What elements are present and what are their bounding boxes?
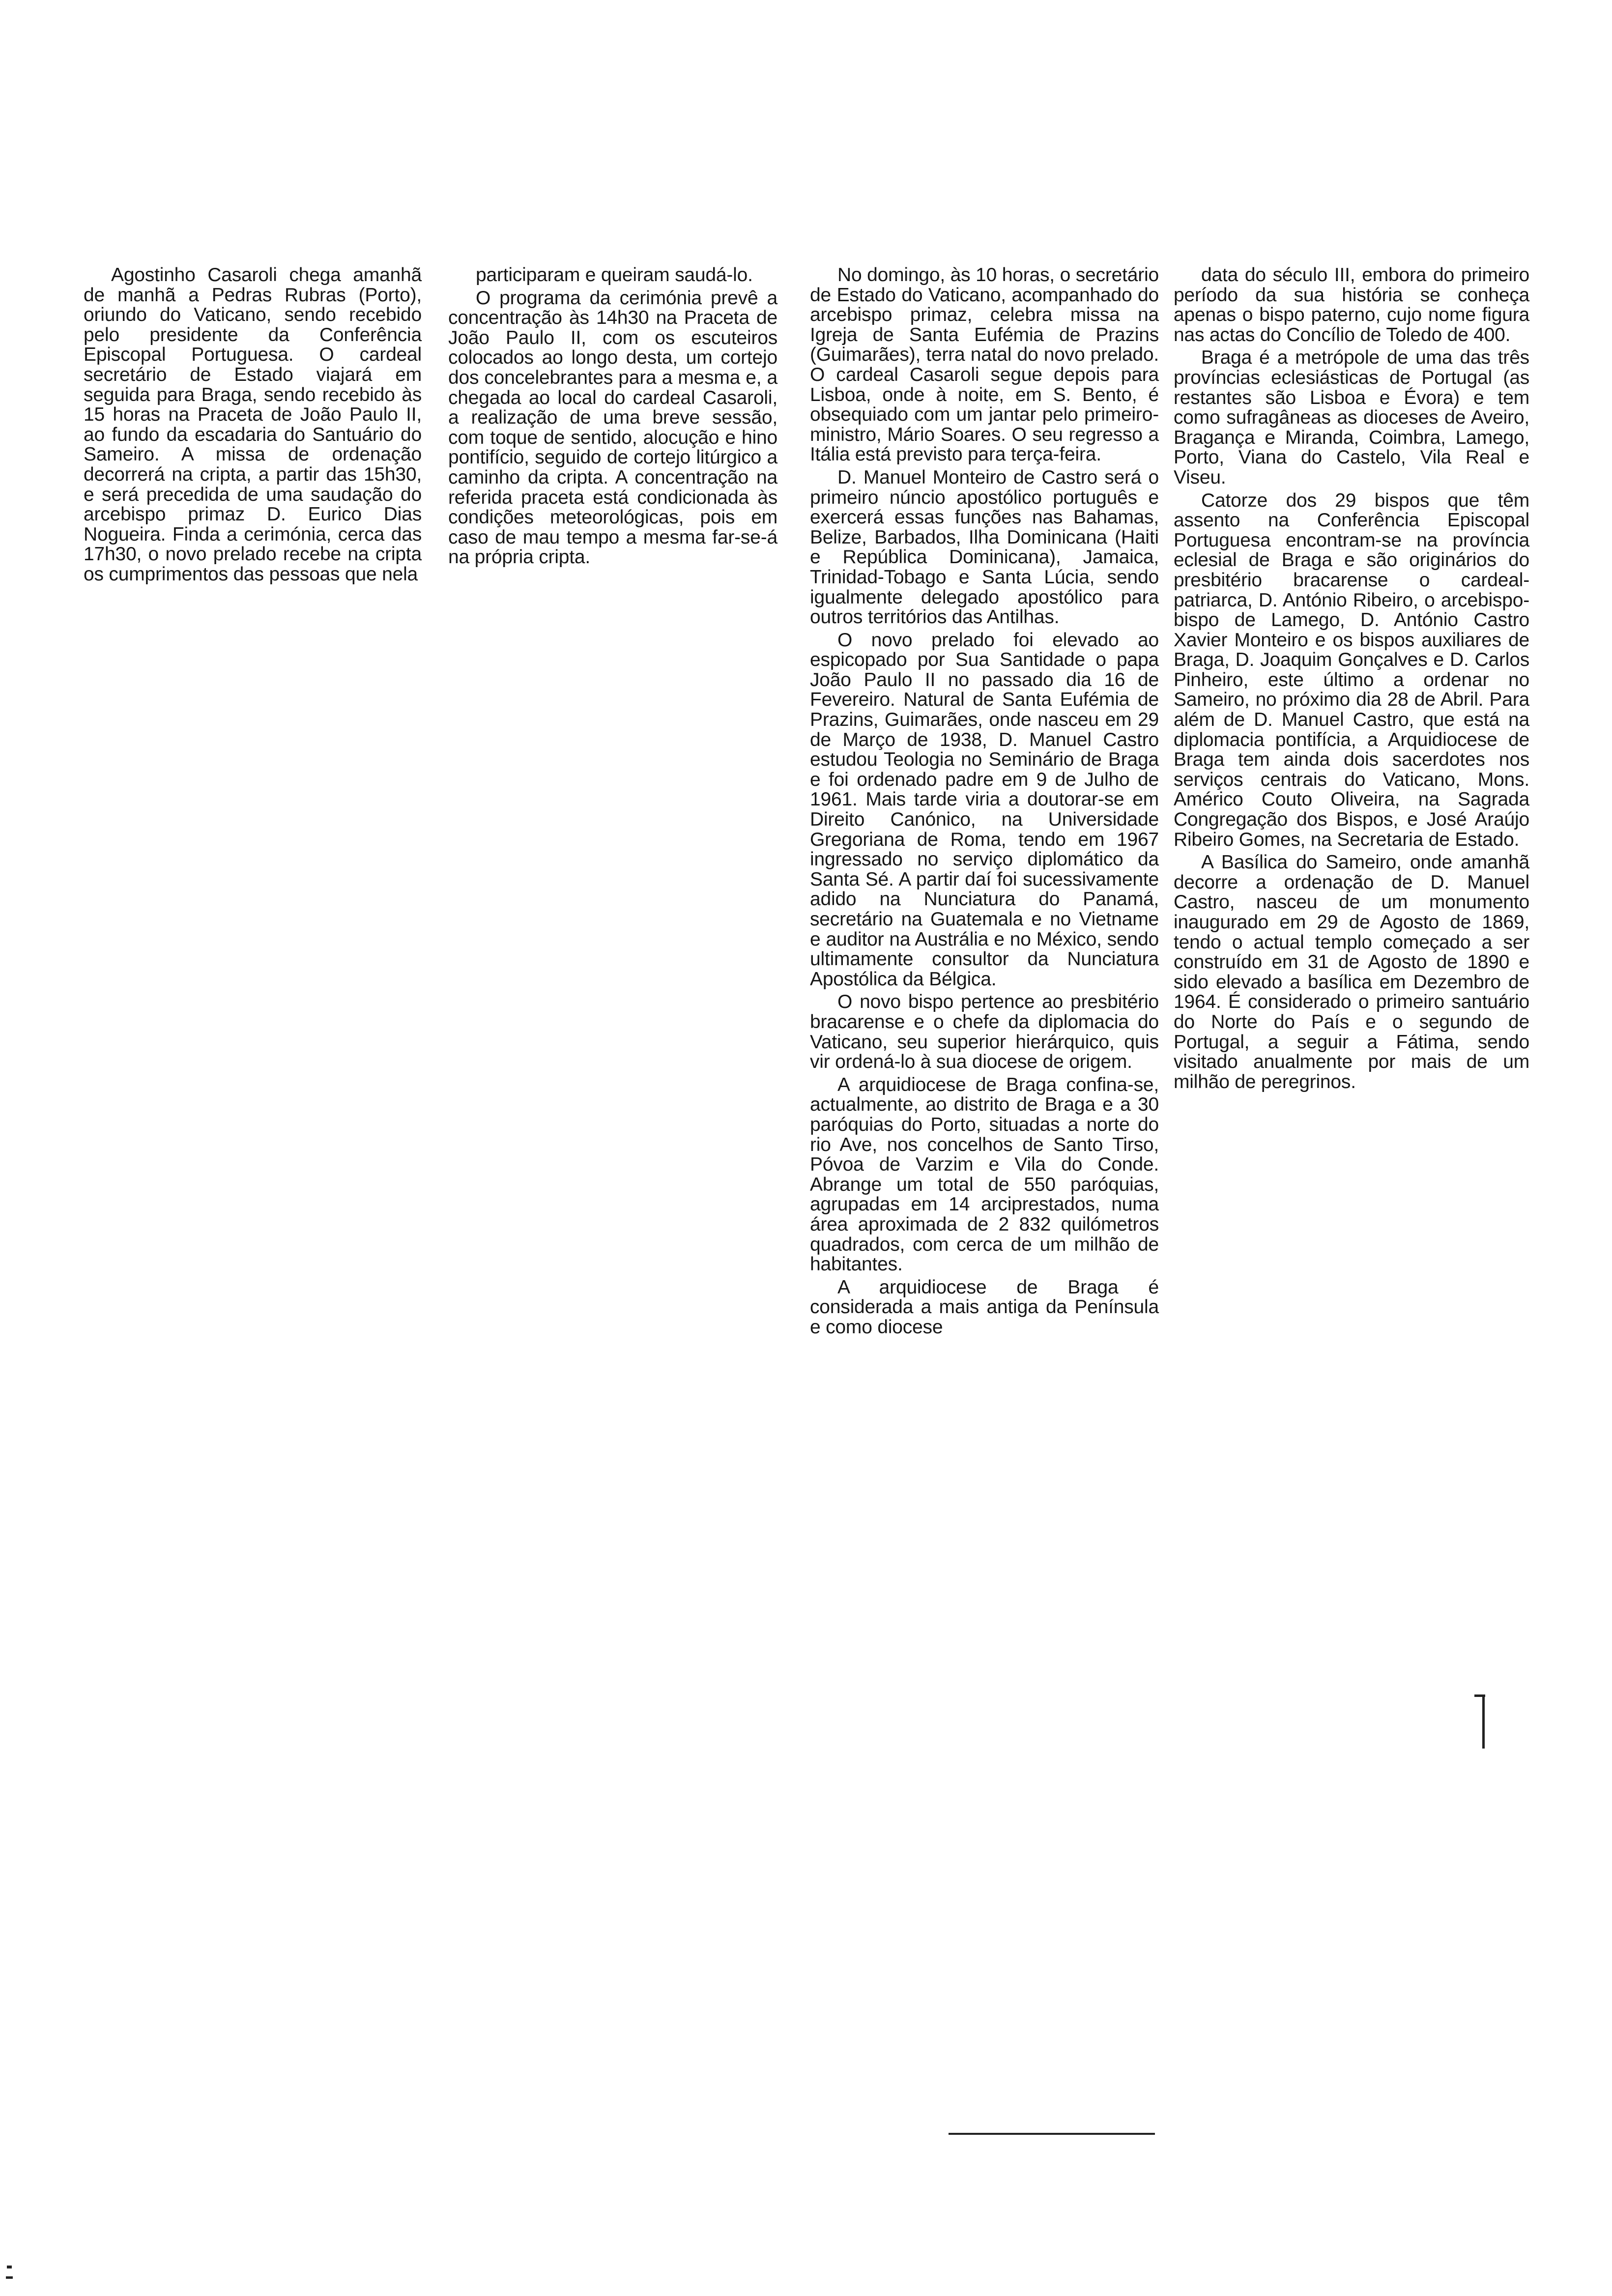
paragraph: Catorze dos 29 bispos que têm assento na Conferência Episcopal Portuguesa encontram-se na província eclesial de Braga e são originários do presbitério bracarense o cardeal-patriarca, D. António Ribeiro, o arcebispo-bispo de Lamego, D. António Castro Xavier Monteiro e os bispos auxiliares de Braga, D. Joaquim Gonçalves e D. Carlos Pinheiro, este último a ordenar no Sameiro, no próximo dia 28 de Abril. Para além de D. Manuel Castro, que está na diplomacia pontifícia, a Arquidiocese de Braga tem ainda dois sacerdotes nos serviços centrais do Vaticano, Mons. Américo Couto Oliveira, na Sagrada Congregação dos Bispos, e José Araújo Ribeiro Gomes, na Secretaria de Estado.: [1174, 489, 1529, 850]
paragraph: Braga é a metrópole de uma das três províncias eclesiásticas de Portugal (as restantes são Lisboa e Évora) e tem como sufragâneas as dioceses de Aveiro, Bragança e Miranda, Coimbra, Lamego, Porto, Viana do Castelo, Vila Real e Viseu.: [1174, 347, 1529, 488]
paragraph: O novo prelado foi elevado ao espicopado por Sua Santidade o papa João Paulo II no passado dia 16 de Fevereiro. Natural de Santa Eufémia de Prazins, Guimarães, onde nasceu em 29 de Março de 1938, D. Manuel Castro estudou Teologia no Seminário de Braga e foi ordenado padre em 9 de Julho de 1961. Mais tarde viria a doutorar-se em Direito Canónico, na Universidade Gregoriana de Roma, tendo em 1967 ingressado no serviço diplomático da Santa Sé. A partir daí foi sucessivamente adido na Nunciatura do Panamá, secretário na Guatemala e no Vietname e auditor na Austrália e no México, sendo ultimamente consultor da Nunciatura Apostólica da Bélgica.: [810, 629, 1159, 990]
paragraph: A arquidiocese de Braga confina-se, actualmente, ao distrito de Braga e a 30 paróquias do Porto, situadas a norte do rio Ave, nos concelhos de Santo Tirso, Póvoa de Varzim e Vila do Conde. Abrange um total de 550 paróquias, agrupadas em 14 arciprestados, numa área aproximada de 2 832 quilómetros quadrados, com cerca de um milhão de habitantes.: [810, 1074, 1159, 1275]
column-end-rule: [949, 2133, 1155, 2135]
article-column-3: [810, 265, 1159, 1337]
paragraph: D. Manuel Monteiro de Castro será o primeiro núncio apostólico português e exercerá essas funções nas Bahamas, Belize, Barbados, Ilha Dominicana (Haiti e República Dominicana), Jamaica, Trinidad-Tobago e Santa Lúcia, sendo igualmente delegado apostólico para outros territórios das Antilhas.: [810, 466, 1159, 628]
paragraph: No domingo, às 10 horas, o secretário de Estado do Vaticano, acompanhado do arcebispo primaz, celebra missa na Igreja de Santa Eufémia de Prazins (Guimarães), terra natal do novo prelado. O cardeal Casaroli segue depois para Lisboa, onde à noite, em S. Bento, é obsequiado com um jantar pelo primeiro-ministro, Mário Soares. O seu regresso a Itália está previsto para terça-feira.: [810, 264, 1159, 465]
paragraph: data do século III, embora do primeiro período da sua história se conheça apenas o bispo paterno, cujo nome figura nas actas do Concílio de Toledo de 400.: [1174, 264, 1529, 345]
paragraph: A Basílica do Sameiro, onde amanhã decorre a ordenação de D. Manuel Castro, nasceu de um monumento inaugurado em 29 de Agosto de 1869, tendo o actual templo começado a ser construído em 31 de Agosto de 1890 e sido elevado a basílica em Dezembro de 1964. É considerado o primeiro santuário do Norte do País e o segundo de Portugal, a seguir a Fátima, sendo visitado anualmente por mais de um milhão de peregrinos.: [1174, 852, 1529, 1092]
paragraph: O programa da cerimónia prevê a concentração às 14h30 na Praceta de João Paulo II, com os escuteiros colocados ao longo desta, um cortejo dos concelebrantes para a mesma e, a chegada ao local do cardeal Casaroli, a realização de uma breve sessão, com toque de sentido, alocução e hino pontifício, seguido de cortejo litúrgico a caminho da cripta. A concentração na referida praceta está condicionada às condições meteorológicas, pois em caso de mau tempo a mesma far-se-á na própria cripta.: [448, 287, 777, 568]
scan-mark: [7, 2266, 12, 2268]
paragraph: A arquidiocese de Braga é considerada a mais antiga da Península e como diocese: [810, 1276, 1159, 1338]
scan-mark: [6, 2276, 13, 2279]
article-column-1: [84, 265, 422, 585]
paragraph: O novo bispo pertence ao presbitério bracarense e o chefe da diplomacia do Vaticano, seu superior hierárquico, quis vir ordená-lo à sua diocese de origem.: [810, 991, 1159, 1073]
paragraph: Agostinho Casaroli chega amanhã de manhã a Pedras Rubras (Porto), oriundo do Vaticano, sendo recebido pelo presidente da Conferência Episcopal Portuguesa. O cardeal secretário de Estado viajará em seguida para Braga, sendo recebido às 15 horas na Praceta de João Paulo II, ao fundo da escadaria do Santuário do Sameiro. A missa de ordenação decorrerá na cripta, a partir das 15h30, e será precedida de uma saudação do arcebispo primaz D. Eurico Dias Nogueira. Finda a cerimónia, cerca das 17h30, o novo prelado recebe na cripta os cumprimentos das pessoas que nela: [84, 264, 422, 585]
article-column-4: [1174, 265, 1529, 1092]
end-bracket: [1482, 1694, 1485, 1749]
article-column-2: [448, 265, 777, 568]
paragraph: participaram e queiram saudá-lo.: [476, 264, 753, 286]
